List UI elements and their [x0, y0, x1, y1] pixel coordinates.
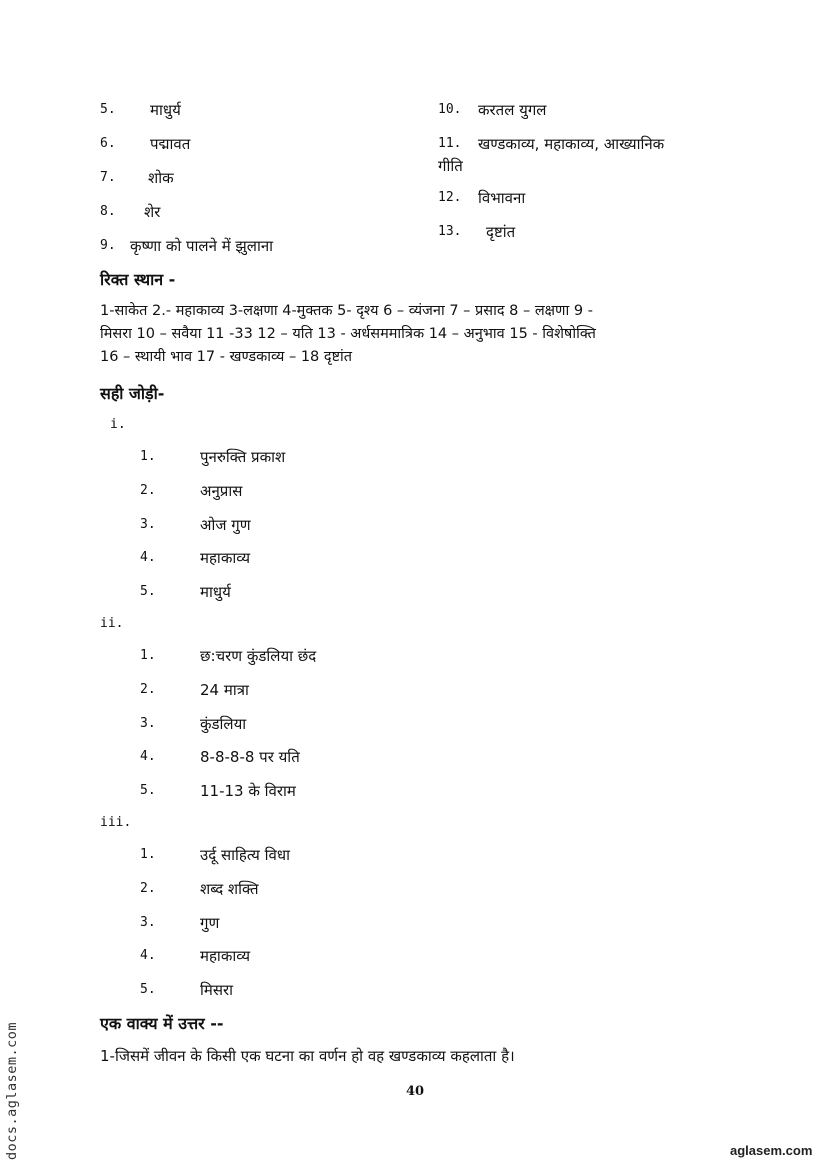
item-text: शब्द शक्ति: [200, 880, 259, 898]
item-text: अनुप्रास: [200, 482, 243, 500]
one-sentence-heading: एक वाक्य में उत्तर --: [100, 1014, 224, 1033]
item-number: 3.: [140, 517, 156, 532]
item-number: 9.: [100, 238, 116, 253]
item-number: 8.: [100, 204, 116, 219]
item-text: पद्मावत: [150, 135, 191, 153]
item-text: छ:चरण कुंडलिया छंद: [200, 647, 317, 665]
item-text: विभावना: [478, 189, 526, 207]
item-number: 5.: [100, 102, 116, 117]
group-label: ii.: [100, 616, 124, 631]
item-text: माधुर्य: [200, 583, 231, 601]
item-text: महाकाव्य: [200, 947, 251, 965]
side-watermark: docs.aglasem.com: [4, 1021, 20, 1160]
item-number: 4.: [140, 749, 156, 764]
item-text: 11-13 के विराम: [200, 782, 296, 800]
item-number: 4.: [140, 550, 156, 565]
item-number: 10.: [438, 102, 462, 117]
item-number: 5.: [140, 982, 156, 997]
item-number: 2.: [140, 881, 156, 896]
fill-blanks-heading: रिक्त स्थान -: [100, 270, 176, 289]
item-text: गुण: [200, 914, 220, 932]
item-text: मिसरा: [200, 981, 234, 999]
item-text: कृष्णा को पालने में झुलाना: [130, 237, 274, 255]
footer-brand: aglasem.com: [730, 1143, 813, 1158]
group-label: iii.: [100, 815, 132, 830]
item-number: 3.: [140, 915, 156, 930]
item-number: 11.: [438, 136, 462, 151]
item-text: 24 मात्रा: [200, 681, 249, 699]
item-text: पुनरुक्ति प्रकाश: [200, 448, 286, 466]
group-label: i.: [110, 417, 126, 432]
answer-line: 16 – स्थायी भाव 17 - खण्डकाव्य – 18 दृष्टांत: [100, 349, 353, 365]
item-text: शेर: [144, 203, 161, 221]
item-number: 1.: [140, 648, 156, 663]
item-number: 1.: [140, 847, 156, 862]
item-text: 8-8-8-8 पर यति: [200, 748, 300, 766]
item-text: माधुर्य: [150, 101, 181, 119]
item-number: 5.: [140, 783, 156, 798]
item-number: 5.: [140, 584, 156, 599]
match-heading: सही जोड़ी-: [100, 384, 165, 403]
item-text: खण्डकाव्य, महाकाव्य, आख्यानिक: [478, 135, 665, 153]
one-sentence-answer: 1-जिसमें जीवन के किसी एक घटना का वर्णन हो वह खण्डकाव्य कहलाता है।: [100, 1047, 515, 1065]
item-text: शोक: [148, 169, 174, 187]
item-text: ओज गुण: [200, 516, 251, 534]
item-number: 1.: [140, 449, 156, 464]
item-text: महाकाव्य: [200, 549, 251, 567]
item-text: कुंडलिया: [200, 715, 247, 733]
item-number: 6.: [100, 136, 116, 151]
item-text: उर्दू साहित्य विधा: [200, 846, 290, 864]
item-number: 2.: [140, 483, 156, 498]
item-number: 3.: [140, 716, 156, 731]
answer-line: मिसरा 10 – सवैया 11 -33 12 – यति 13 - अर्धसममात्रिक 14 – अनुभाव 15 - विशेषोक्ति: [100, 326, 596, 342]
item-number: 12.: [438, 190, 462, 205]
item-number: 4.: [140, 948, 156, 963]
item-text: दृष्टांत: [486, 223, 516, 241]
item-number: 2.: [140, 682, 156, 697]
item-number: 13.: [438, 224, 462, 239]
item-number: 7.: [100, 170, 116, 185]
item-text-continuation: गीति: [438, 157, 463, 175]
fill-blanks-answers: [100, 300, 720, 369]
page-number: 40: [406, 1084, 425, 1099]
item-text: करतल युगल: [478, 101, 547, 119]
answer-line: 1-साकेत 2.- महाकाव्य 3-लक्षणा 4-मुक्तक 5- दृश्य 6 – व्यंजना 7 – प्रसाद 8 – लक्षणा 9 -: [100, 303, 593, 319]
